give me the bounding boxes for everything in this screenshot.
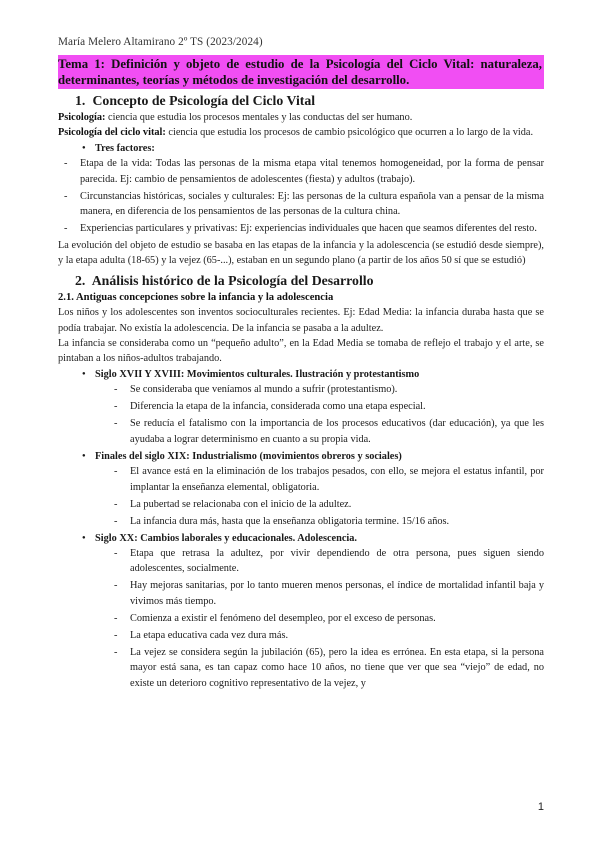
period-point: - Se reducía el fatalismo con la importancia de los procesos educativos (dar educación), ya que les ayudaba a lograr determinismo en cuanto a su propia vida. bbox=[58, 416, 544, 447]
document-title: Tema 1: Definición y objeto de estudio de la Psicología del Ciclo Vital: naturaleza, determinantes, teorías y métodos de investigación del desarrollo. bbox=[58, 57, 542, 87]
period-point: - La etapa educativa cada vez dura más. bbox=[58, 628, 544, 643]
factors-label: ● Tres factores: bbox=[58, 141, 544, 156]
period-point: - Diferencia la etapa de la infancia, considerada como una etapa especial. bbox=[58, 399, 544, 414]
section-2-title: Análisis histórico de la Psicología del Desarrollo bbox=[91, 272, 374, 288]
period-point: - El avance está en la eliminación de los trabajos pesados, con ello, se mejora el estatus infantil, por implantar la enseñanza elemental, obligatoria. bbox=[58, 464, 544, 495]
period-point: - Se consideraba que veníamos al mundo a sufrir (protestantismo). bbox=[58, 382, 544, 397]
period-point: - La vejez se considera según la jubilación (65), pero la idea es errónea. En esta etapa, si la persona mayor está sana, es tan capaz como hace 10 años, no tiene que ver que sea “viejo” de edad, no existe un deterioro cognitivo representativo de la vejez, y bbox=[58, 645, 544, 691]
period-points bbox=[58, 382, 544, 447]
factor-item: - Circunstancias históricas, sociales y culturales: Ej: las personas de la cultura española van a pensar de la misma manera, en diferencia de los pensamientos de las personas de la cultura china. bbox=[58, 189, 544, 220]
definition-ciclo-vital bbox=[58, 125, 544, 140]
period-points bbox=[58, 546, 544, 691]
factor-item: - Etapa de la vida: Todas las personas de la misma etapa vital tenemos homogeneidad, por la forma de pensar parecida. Ej: cambio de pensamientos de adolescentes (fiesta) y adultos (trabajo). bbox=[58, 156, 544, 187]
section-2-number: 2. bbox=[75, 272, 86, 288]
factors-list bbox=[58, 156, 544, 236]
period-points bbox=[58, 464, 544, 529]
document-body bbox=[58, 55, 544, 693]
period-point: - Etapa que retrasa la adultez, por vivir dependiendo de otra persona, pues siguen siendo adolescentes, socialmente. bbox=[58, 546, 544, 577]
period-point: - Hay mejoras sanitarias, por lo tanto mueren menos personas, el índice de mortalidad infantil baja y vivimos más tiempo. bbox=[58, 578, 544, 609]
page-number: 1 bbox=[537, 801, 544, 813]
paragraph: Los niños y los adolescentes son inventos socioculturales recientes. Ej: Edad Media: la infancia duraba hasta que se podía trabajar. No existía la adolescencia. De la infancia se pasaba a la adultez. bbox=[58, 307, 544, 334]
section-1-heading bbox=[58, 92, 544, 110]
factor-item: - Experiencias particulares y privativas: Ej: experiencias individuales que hacen que seamos diferentes del resto. bbox=[58, 221, 544, 236]
subsection-2-1-heading: 2.1. Antiguas concepciones sobre la infancia y la adolescencia bbox=[58, 291, 334, 303]
period-point: - La pubertad se relacionaba con el inicio de la adultez. bbox=[58, 497, 544, 512]
definition-text: ciencia que estudia los procesos de cambio psicológico que ocurren a lo largo de la vida. bbox=[165, 127, 534, 139]
period-point: - La infancia dura más, hasta que la enseñanza obligatoria termine. 15/16 años. bbox=[58, 514, 544, 529]
evolution-paragraph: La evolución del objeto de estudio se basaba en las etapas de la infancia y la adolescencia (se estudió desde siempre), y la etapa adulta (18-65) y la vejez (65-...), estaban en un segundo plano (a partir de los años 50 sí que se estudió) bbox=[58, 240, 544, 267]
definition-term: Psicología del ciclo vital: bbox=[58, 127, 166, 139]
period-label: ● Siglo XVII Y XVIII: Movimientos culturales. Ilustración y protestantismo bbox=[58, 367, 544, 382]
header-author-line: María Melero Altamirano 2º TS (2023/2024) bbox=[58, 36, 263, 48]
definition-text: ciencia que estudia los procesos mentales y las conductas del ser humano. bbox=[105, 112, 413, 123]
section-1-number: 1. bbox=[75, 93, 86, 108]
period-point: - Comienza a existir el fenómeno del desempleo, por el exceso de personas. bbox=[58, 611, 544, 626]
period-label: ● Siglo XX: Cambios laborales y educacionales. Adolescencia. bbox=[58, 531, 544, 546]
definition-psicologia bbox=[58, 110, 544, 125]
section-2-heading bbox=[58, 272, 544, 290]
section-1-title: Concepto de Psicología del Ciclo Vital bbox=[92, 93, 316, 108]
period-label: ● Finales del siglo XIX: Industrialismo (movimientos obreros y sociales) bbox=[58, 449, 544, 464]
paragraph: La infancia se consideraba como un “pequeño adulto”, en la Edad Media se tomaba de reflejo el trabajo y el arte, se pintaban a los niños-adultos trabajando. bbox=[58, 338, 544, 365]
definition-term: Psicología: bbox=[58, 112, 106, 123]
